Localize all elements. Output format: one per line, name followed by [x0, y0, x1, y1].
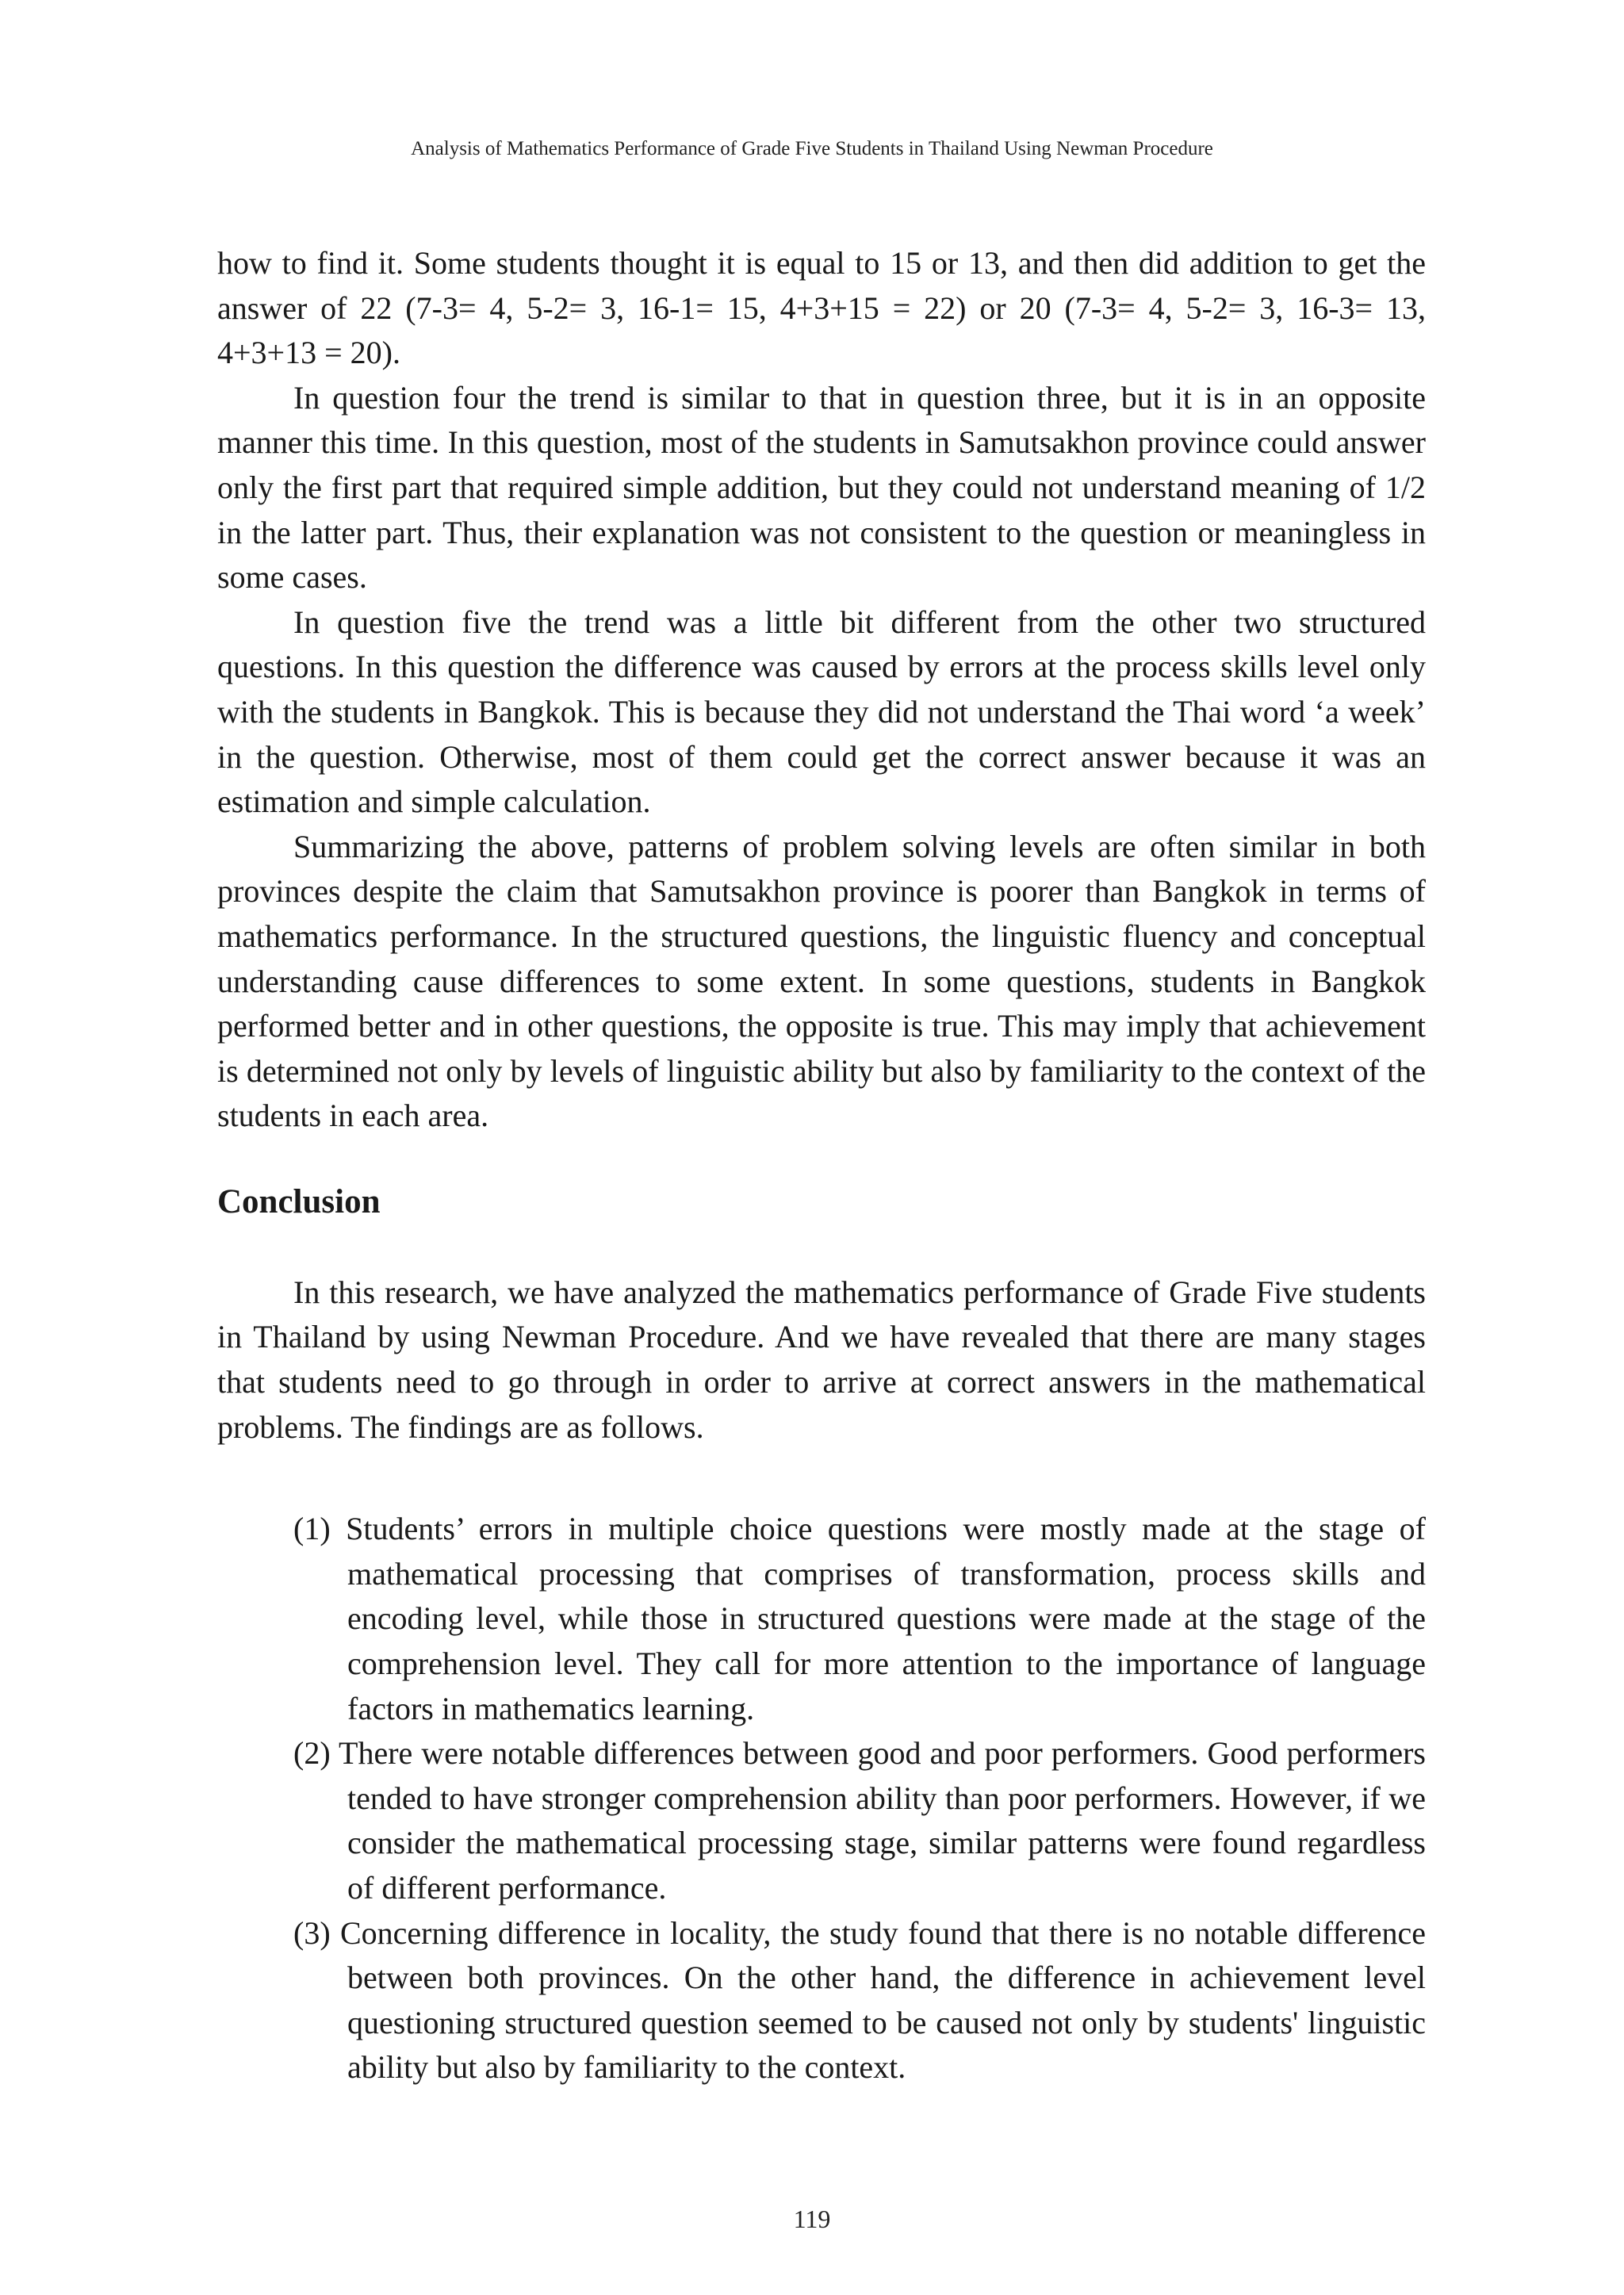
finding-item-3: (3) Concerning difference in locality, the study found that there is no notable difference between both provinces. On the other hand, the difference in achievement level questioning structured question seemed to be caused not only by students' linguistic ability but also by familiarity to the context.: [293, 1914, 1426, 2086]
findings-list: [293, 1507, 1426, 2090]
running-header: Analysis of Mathematics Performance of Grade Five Students in Thailand Using Newman Procedure: [411, 138, 1213, 159]
finding-item-2: (2) There were notable differences between good and poor performers. Good performers tended to have stronger comprehension ability than poor performers. However, if we consider the mathematical processing stage, similar patterns were found regardless of different performance.: [293, 1735, 1426, 1906]
page-number: 119: [793, 2205, 831, 2233]
finding-item-1: (1) Students’ errors in multiple choice questions were mostly made at the stage of mathematical processing that comprises of transformation, process skills and encoding level, while those in structured questions were made at the stage of the comprehension level. They call for more attention to the importance of language factors in mathematics learning.: [293, 1511, 1426, 1726]
conclusion-intro-paragraph: In this research, we have analyzed the mathematics performance of Grade Five students in Thailand by using Newman Procedure. And we have revealed that there are many stages that students need to go through in order to arrive at correct answers in the mathematical problems. The findings are as follows.: [217, 1274, 1426, 1445]
section-heading-conclusion: Conclusion: [217, 1182, 381, 1220]
body-paragraph-continuation: how to find it. Some students thought it is equal to 15 or 13, and then did addition to get the answer of 22 (7-3= 4, 5-2= 3, 16-1= 15, 4+3+15 = 22) or 20 (7-3= 4, 5-2= 3, 16-3= 13, 4+3+13 = 20).: [217, 245, 1426, 371]
body-paragraph-summary: Summarizing the above, patterns of problem solving levels are often similar in both provinces despite the claim that Samutsakhon province is poorer than Bangkok in terms of mathematics performance. In the structured questions, the linguistic fluency and conceptual understanding cause differences to some extent. In some questions, students in Bangkok performed better and in other questions, the opposite is true. This may imply that achievement is determined not only by levels of linguistic ability but also by familiarity to the context of the students in each area.: [217, 828, 1426, 1134]
body-paragraph-question-four: In question four the trend is similar to that in question three, but it is in an opposite manner this time. In this question, most of the students in Samutsakhon province could answer only the first part that required simple addition, but they could not understand meaning of 1/2 in the latter part. Thus, their explanation was not consistent to the question or meaningless in some cases.: [217, 379, 1426, 596]
body-paragraph-question-five: In question five the trend was a little bit different from the other two structured questions. In this question the difference was caused by errors at the process skills level only with the students in Bangkok. This is because they did not understand the Thai word ‘a week’ in the question. Otherwise, most of them could get the correct answer because it was an estimation and simple calculation.: [217, 603, 1426, 820]
page-content: [217, 241, 1426, 2090]
